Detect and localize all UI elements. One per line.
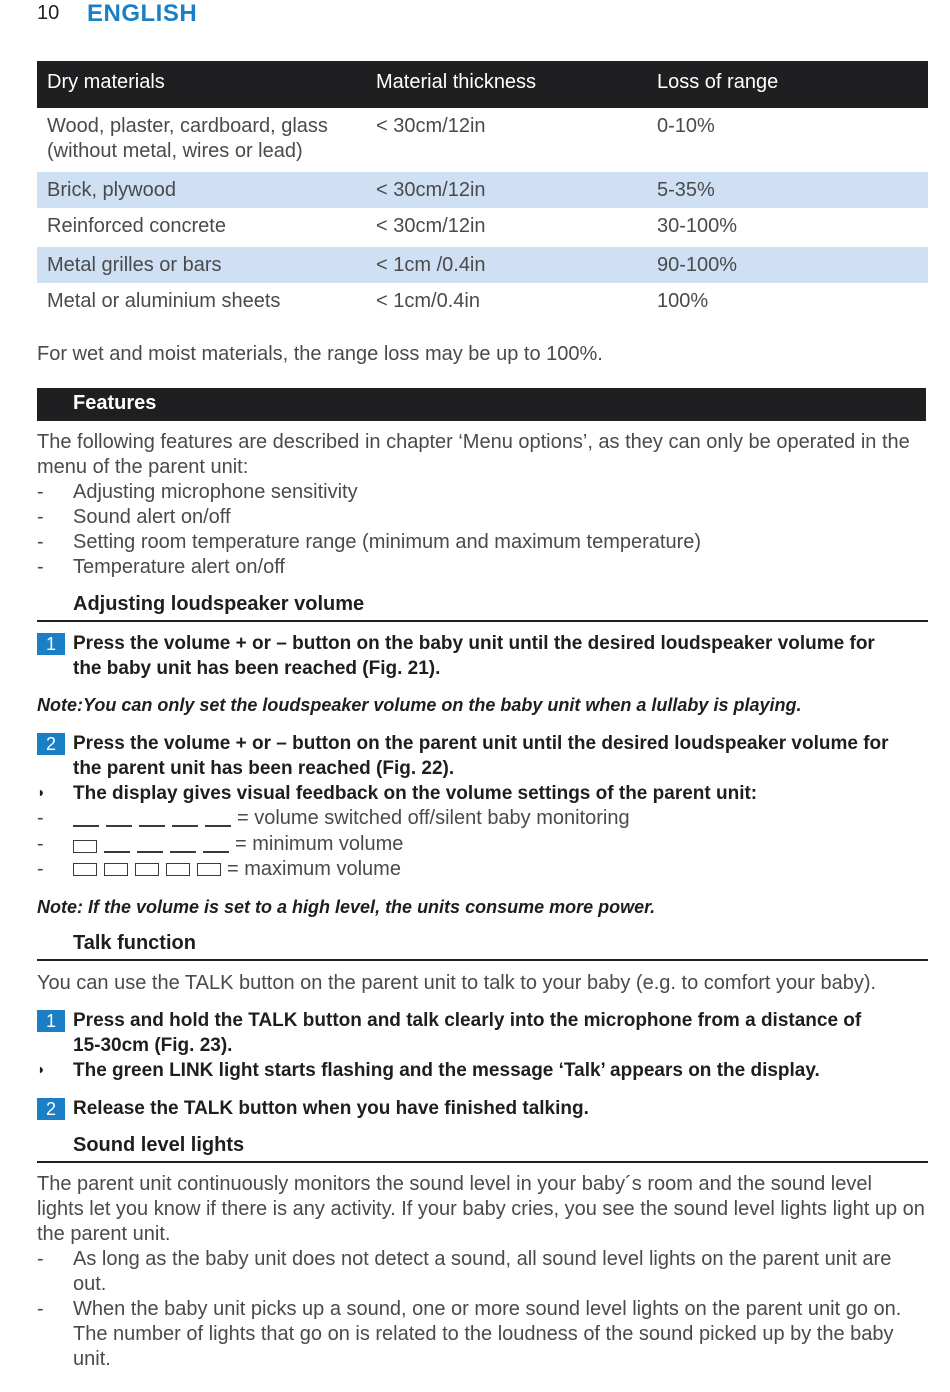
material-cell: Reinforced concrete — [47, 215, 226, 237]
material-cell: Brick, plywood — [47, 179, 176, 201]
paragraph-line: The parent unit continuously monitors the sound level in your baby´s room and the sound level — [37, 1173, 872, 1195]
feature-item: Setting room temperature range (minimum and maximum temperature) — [73, 531, 702, 553]
step-number-badge: 1 — [37, 633, 65, 655]
paragraph-line: the parent unit. — [37, 1223, 171, 1245]
table-row — [37, 172, 928, 208]
empty-segment — [172, 825, 198, 827]
empty-segment — [170, 851, 196, 853]
result-text: The green LINK light starts flashing and the message ‘Talk’ appears on the display. — [73, 1060, 820, 1081]
lit-segment — [73, 840, 97, 853]
bullet-dash: - — [37, 807, 44, 829]
table-row — [37, 247, 928, 283]
result-arrow-icon: ◗ — [37, 1061, 46, 1077]
result-arrow-icon: ◗ — [37, 784, 46, 800]
subsection-title: Talk function — [73, 932, 196, 954]
section-rule — [37, 959, 928, 961]
lit-segment — [73, 863, 97, 876]
table-row — [37, 208, 928, 247]
subsection-title: Adjusting loudspeaker volume — [73, 593, 365, 615]
talk-intro: You can use the TALK button on the parent unit to talk to your baby (e.g. to comfort your baby). — [37, 972, 877, 994]
table-header-row — [37, 61, 928, 108]
bullet-dash: - — [37, 1248, 44, 1270]
section-rule — [37, 620, 928, 622]
feature-item: Sound alert on/off — [73, 506, 231, 528]
column-header: Material thickness — [376, 71, 537, 93]
thickness-cell: < 30cm/12in — [376, 179, 486, 201]
empty-segment — [205, 825, 231, 827]
thickness-cell: < 30cm/12in — [376, 215, 486, 237]
bullet-dash: - — [37, 506, 44, 528]
empty-segment — [73, 825, 99, 827]
bullet-dash: - — [37, 1298, 44, 1320]
lit-segment — [135, 863, 159, 876]
bullet-dash: - — [37, 858, 44, 880]
material-cell: Metal grilles or bars — [47, 254, 222, 276]
empty-segment — [106, 825, 132, 827]
volume-min-indicator — [73, 837, 229, 853]
material-cell: Metal or aluminium sheets — [47, 290, 281, 312]
feature-item: Temperature alert on/off — [73, 556, 285, 578]
lit-segment — [166, 863, 190, 876]
bullet-dash: - — [37, 531, 44, 553]
loss-cell: 90-100% — [657, 254, 738, 276]
step-text-line: Press and hold the TALK button and talk clearly into the microphone from a distance of — [73, 1010, 862, 1031]
material-cell — [47, 114, 328, 164]
loss-cell: 0-10% — [657, 115, 715, 137]
paragraph-line: lights let you know if there is any activity. If your baby cries, you see the sound level lights light up on — [37, 1198, 925, 1220]
material-line: (without metal, wires or lead) — [47, 140, 303, 162]
note-text: Note: If the volume is set to a high level, the units consume more power. — [37, 897, 656, 917]
feature-item: Adjusting microphone sensitivity — [73, 481, 358, 503]
step-text-line: 15-30cm (Fig. 23). — [73, 1035, 233, 1056]
step-text-line: Press the volume + or – button on the parent unit until the desired loudspeaker volume for — [73, 733, 889, 754]
wet-materials-note: For wet and moist materials, the range loss may be up to 100%. — [37, 343, 603, 365]
bullet-dash: - — [37, 556, 44, 578]
step-text-line: the parent unit has been reached (Fig. 22). — [73, 758, 455, 779]
empty-segment — [203, 851, 229, 853]
empty-segment — [139, 825, 165, 827]
page-number: 10 — [37, 2, 60, 24]
features-section-bar — [37, 388, 926, 421]
features-intro-line: menu of the parent unit: — [37, 456, 249, 478]
column-header: Dry materials — [47, 71, 165, 93]
loss-cell: 5-35% — [657, 179, 715, 201]
step-number-badge: 1 — [37, 1010, 65, 1032]
thickness-cell: < 1cm /0.4in — [376, 254, 486, 276]
material-line: Wood, plaster, cardboard, glass — [47, 115, 328, 137]
step-text-line: Press the volume + or – button on the baby unit until the desired loudspeaker volume for — [73, 633, 875, 654]
step-text-line: the baby unit has been reached (Fig. 21). — [73, 658, 441, 679]
table-row — [37, 108, 928, 172]
note-text: Note:You can only set the loudspeaker volume on the baby unit when a lullaby is playing. — [37, 695, 802, 715]
section-title: Features — [73, 392, 157, 414]
bullet-text-line: When the baby unit picks up a sound, one or more sound level lights on the parent unit go on. — [73, 1298, 902, 1320]
features-intro-line: The following features are described in chapter ‘Menu options’, as they can only be operated in the — [37, 431, 910, 453]
bullet-text-line: unit. — [73, 1348, 111, 1370]
volume-max-indicator — [73, 863, 221, 876]
volume-level-label: = volume switched off/silent baby monitoring — [237, 807, 630, 829]
lit-segment — [197, 863, 221, 876]
loss-cell: 30-100% — [657, 215, 738, 237]
volume-level-label: = maximum volume — [227, 858, 401, 880]
bullet-dash: - — [37, 833, 44, 855]
empty-segment — [104, 851, 130, 853]
volume-level-row — [73, 832, 403, 857]
loss-cell: 100% — [657, 290, 709, 312]
bullet-dash: - — [37, 481, 44, 503]
section-rule — [37, 1161, 928, 1163]
lit-segment — [104, 863, 128, 876]
bullet-text-line: The number of lights that go on is related to the loudness of the sound picked up by the baby — [73, 1323, 894, 1345]
thickness-cell: < 1cm/0.4in — [376, 290, 480, 312]
step-number-badge: 2 — [37, 1098, 65, 1120]
step-number-badge: 2 — [37, 733, 65, 755]
subsection-title: Sound level lights — [73, 1134, 245, 1156]
bullet-text-line: out. — [73, 1273, 107, 1295]
empty-segment — [137, 851, 163, 853]
volume-level-row — [73, 806, 630, 831]
materials-table — [37, 61, 928, 323]
column-header: Loss of range — [657, 71, 779, 93]
thickness-cell: < 30cm/12in — [376, 115, 486, 137]
result-text: The display gives visual feedback on the volume settings of the parent unit: — [73, 783, 758, 804]
volume-level-label: = minimum volume — [235, 833, 404, 855]
step-text-line: Release the TALK button when you have finished talking. — [73, 1098, 589, 1119]
bullet-text-line: As long as the baby unit does not detect a sound, all sound level lights on the parent unit are — [73, 1248, 892, 1270]
table-row — [37, 283, 928, 323]
volume-off-indicator — [73, 811, 231, 827]
volume-level-row — [73, 857, 401, 882]
language-heading: ENGLISH — [87, 0, 198, 27]
